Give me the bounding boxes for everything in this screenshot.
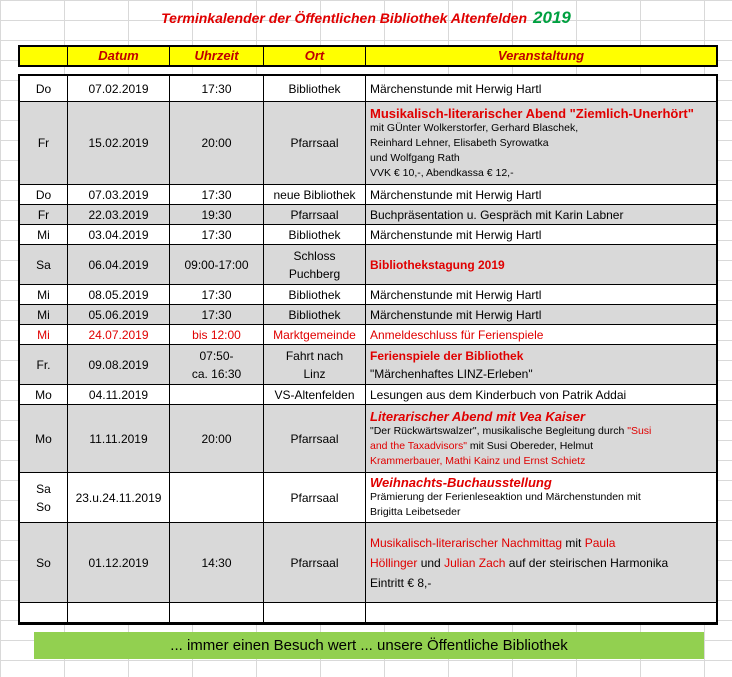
event-line: "Der Rückwärtswalzer", musikalische Begleitung durch [370, 424, 628, 437]
cell-zeit: 17:30 [170, 305, 264, 324]
event-title: Ferienspiele der Bibliothek [370, 348, 524, 363]
cell-ort: neue Bibliothek [264, 185, 366, 204]
ort-line: Schloss [293, 248, 336, 263]
cell-datum: 03.04.2019 [68, 225, 170, 244]
tag-line: Sa [36, 481, 51, 496]
cell-zeit: 17:30 [170, 185, 264, 204]
cell-ort: Bibliothek [264, 305, 366, 324]
cell-datum: 01.12.2019 [68, 523, 170, 602]
cell-tag: So [20, 523, 68, 602]
cell-event: Märchenstunde mit Herwig Hartl [370, 187, 542, 202]
event-title: Musikalisch-literarischer Abend "Ziemlich-Unerhört" [370, 105, 694, 121]
cell-event [366, 523, 716, 602]
cell-datum: 07.03.2019 [68, 185, 170, 204]
cell-ort: Bibliothek [264, 76, 366, 101]
cell-zeit [170, 345, 264, 384]
cell-ort: Marktgemeinde [264, 325, 366, 344]
cell-tag: Mi [20, 305, 68, 324]
cell-ort: Pfarrsaal [264, 102, 366, 184]
cell-ort: Pfarrsaal [264, 205, 366, 224]
cell-tag: Mi [20, 225, 68, 244]
cell-event [366, 345, 716, 384]
cell-datum: 09.08.2019 [68, 345, 170, 384]
title-year: 2019 [533, 8, 571, 27]
cell-tag: Mo [20, 405, 68, 472]
title-text: Terminkalender der Öffentlichen Bibliothek Altenfelden [161, 10, 528, 26]
event-price: Eintritt € 8,- [370, 575, 432, 590]
cell-datum: 23.u.24.11.2019 [68, 473, 170, 522]
cell-datum: 22.03.2019 [68, 205, 170, 224]
event-line: Reinhard Lehner, Elisabeth Syrowatka [370, 136, 549, 149]
ort-line: Fahrt nach [285, 348, 344, 363]
cell-datum: 08.05.2019 [68, 285, 170, 304]
cell-event: Märchenstunde mit Herwig Hartl [370, 287, 542, 302]
event-line: und Wolfgang Rath [370, 151, 460, 164]
cell-zeit: 19:30 [170, 205, 264, 224]
page-title [0, 8, 732, 28]
header-datum: Datum [68, 47, 170, 65]
table-row [20, 325, 716, 345]
zeit-line: 07:50- [199, 348, 234, 363]
cell-event [366, 405, 716, 472]
header-veranstaltung: Veranstaltung [497, 48, 585, 63]
cell-zeit: 09:00-17:00 [170, 245, 264, 284]
event-line: mit GÜnter Wolkerstorfer, Gerhard Blaschek, [370, 121, 579, 134]
cell-zeit [170, 473, 264, 522]
event-text: mit [562, 535, 585, 550]
table-row [20, 76, 716, 102]
cell-tag: Mi [20, 285, 68, 304]
table-row [20, 245, 716, 285]
cell-datum: 15.02.2019 [68, 102, 170, 184]
event-table [18, 74, 718, 625]
table-row [20, 385, 716, 405]
cell-ort: Pfarrsaal [264, 473, 366, 522]
empty-cell [68, 603, 170, 622]
cell-datum: 05.06.2019 [68, 305, 170, 324]
empty-cell [366, 603, 716, 622]
table-row [20, 523, 716, 603]
cell-ort: Pfarrsaal [264, 405, 366, 472]
cell-tag: Mo [20, 385, 68, 404]
table-row [20, 102, 716, 185]
table-row-empty [20, 603, 716, 623]
event-line: "Märchenhaftes LINZ-Erleben" [370, 366, 533, 381]
table-row [20, 205, 716, 225]
cell-event: Märchenstunde mit Herwig Hartl [370, 227, 542, 242]
event-title: Weihnachts-Buchausstellung [370, 475, 552, 490]
cell-tag: Do [20, 76, 68, 101]
table-header [18, 45, 718, 67]
event-title: Musikalisch-literarischer Nachmittag [370, 535, 563, 550]
cell-datum: 06.04.2019 [68, 245, 170, 284]
cell-tag: Sa [20, 245, 68, 284]
event-line: Prämierung der Ferienleseaktion und Märchenstunden mit [370, 491, 641, 503]
cell-tag: Mi [20, 325, 68, 344]
cell-event [366, 473, 716, 522]
cell-event: Lesungen aus dem Kinderbuch von Patrik Addai [370, 387, 627, 402]
cell-ort: Pfarrsaal [264, 523, 366, 602]
cell-event: Bibliothekstagung 2019 [370, 257, 505, 272]
event-name: Paula [584, 535, 616, 550]
empty-cell [170, 603, 264, 622]
event-name: Julian Zach [444, 555, 506, 570]
event-line: mit Susi Obereder, Helmut [466, 439, 593, 452]
cell-datum: 24.07.2019 [68, 325, 170, 344]
header-ort: Ort [264, 47, 366, 65]
cell-zeit: 20:00 [170, 405, 264, 472]
event-text: und [417, 555, 445, 570]
table-row [20, 473, 716, 523]
footer-banner: ... immer einen Besuch wert ... unsere Öffentliche Bibliothek [34, 632, 704, 659]
event-name: Höllinger [370, 555, 418, 570]
cell-ort: Bibliothek [264, 285, 366, 304]
tag-line: So [36, 499, 51, 514]
table-row [20, 225, 716, 245]
cell-zeit: 17:30 [170, 76, 264, 101]
table-row [20, 285, 716, 305]
table-row [20, 345, 716, 385]
cell-tag: Do [20, 185, 68, 204]
event-line: Brigitta Leibetseder [370, 506, 461, 518]
cell-ort: VS-Altenfelden [264, 385, 366, 404]
event-title: Literarischer Abend mit Vea Kaiser [370, 408, 586, 424]
cell-zeit: 17:30 [170, 285, 264, 304]
cell-tag [20, 473, 68, 522]
event-line-highlight: "Susi [627, 424, 652, 437]
cell-event: Märchenstunde mit Herwig Hartl [370, 307, 542, 322]
cell-tag: Fr [20, 205, 68, 224]
cell-event [366, 102, 716, 184]
table-row [20, 405, 716, 473]
cell-datum: 11.11.2019 [68, 405, 170, 472]
header-uhrzeit: Uhrzeit [170, 47, 264, 65]
event-line: Krammerbauer, Mathi Kainz und Ernst Schietz [370, 454, 586, 467]
table-row [20, 305, 716, 325]
empty-cell [20, 603, 68, 622]
cell-zeit: 20:00 [170, 102, 264, 184]
cell-event: Buchpräsentation u. Gespräch mit Karin Labner [370, 207, 624, 222]
header-tag [20, 47, 68, 65]
cell-event: Anmeldeschluss für Ferienspiele [370, 327, 544, 342]
cell-zeit [170, 385, 264, 404]
ort-line: Linz [303, 366, 326, 381]
cell-zeit: bis 12:00 [170, 325, 264, 344]
cell-event: Märchenstunde mit Herwig Hartl [370, 81, 542, 96]
event-line: VVK € 10,-, Abendkassa € 12,- [370, 166, 514, 179]
cell-ort: Bibliothek [264, 225, 366, 244]
ort-line: Puchberg [288, 266, 341, 281]
empty-cell [264, 603, 366, 622]
cell-datum: 04.11.2019 [68, 385, 170, 404]
table-row [20, 185, 716, 205]
cell-datum: 07.02.2019 [68, 76, 170, 101]
event-text: auf der steirischen Harmonika [505, 555, 669, 570]
cell-zeit: 17:30 [170, 225, 264, 244]
cell-ort [264, 245, 366, 284]
cell-zeit: 14:30 [170, 523, 264, 602]
event-line-highlight: and the Taxadvisors" [370, 439, 467, 452]
cell-tag: Fr. [20, 345, 68, 384]
cell-tag: Fr [20, 102, 68, 184]
zeit-line: ca. 16:30 [191, 366, 242, 381]
cell-ort [264, 345, 366, 384]
